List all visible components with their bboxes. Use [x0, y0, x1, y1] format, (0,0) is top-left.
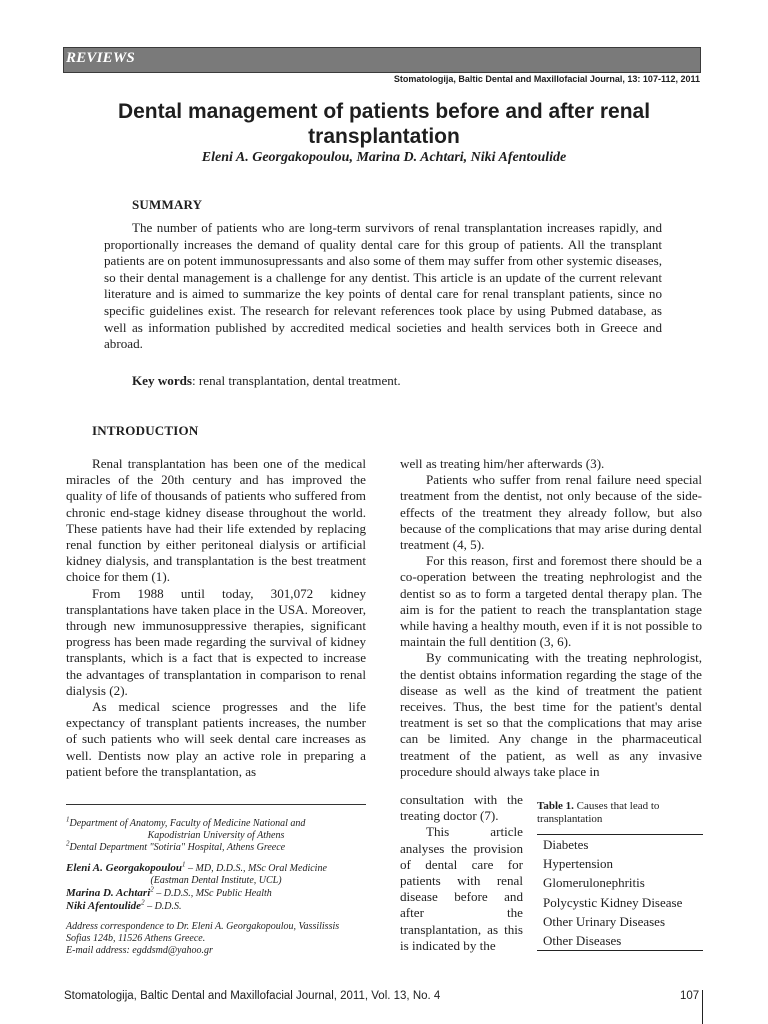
table-caption-label: Table 1. — [537, 800, 574, 812]
author-3-mark: 2 — [141, 898, 145, 907]
paragraph: From 1988 until today, 301,072 kidney transplantations have taken place in the USA. Moreover, through new immunosuppressive therapies, significant progress has been made regarding the survival of kidney transplants, which is a fact that is expected to increase the advantages of transplantation in comparison to renal dialysis (2). — [66, 585, 366, 698]
page-number-rule — [702, 990, 703, 1024]
affiliation-2-text: Dental Department "Sotiria" Hospital, Athens Greece — [69, 842, 286, 853]
affiliation-2-mark: 2 — [66, 839, 70, 848]
page-number: 107 — [680, 990, 700, 1002]
article-title: Dental management of patients before and after renal transplantation — [117, 100, 651, 148]
author-1-credentials — [66, 862, 366, 875]
affiliation-1-cont: Kapodistrian University of Athens — [147, 830, 285, 841]
summary-heading: SUMMARY — [132, 197, 203, 212]
keywords — [132, 373, 401, 389]
footnotes — [66, 815, 366, 957]
summary-paragraph: The number of patients who are long-term survivors of renal transplantation increases rapidly, and proportionally increases the demand of quality dental care for this group of patients. All the transplant patients are on potent immunosupressants and also some of them may suffer from other systemic diseases, so their dental management is a challenge for any dentist. This article is an update of the current relevant literature and is aimed to summarize the key points of dental care for renal transplant patients, since no specific guidelines exist. The research for relevant references took place by using Pubmed database, as well as information published by accredited medical societies and health services both in Greece and abroad. — [104, 220, 662, 352]
affiliation-1-text: Department of Anatomy, Faculty of Medicine National and — [69, 818, 306, 829]
paragraph: Patients who suffer from renal failure need special treatment from the dentist, not only because of the side-effects of the treatment they already follow, but also because of the complications that may arise during dental treatment (4, 5). — [400, 472, 702, 553]
author-3-desc: – D.D.S. — [144, 901, 182, 912]
journal-reference: Stomatologija, Baltic Dental and Maxillofacial Journal, 13: 107-112, 2011 — [393, 74, 700, 84]
author-2-name: Marina D. Achtari — [66, 887, 151, 899]
table-caption — [537, 800, 703, 825]
keywords-text: : renal transplantation, dental treatment. — [192, 373, 401, 388]
author-2-credentials — [66, 887, 366, 900]
paragraph: By communicating with the treating nephrologist, the dentist obtains information regarding the stage of the disease as well as the kind of treatment the patient receives. Thus, the best time for the patient's dental treatment is set so that the complications that may arise can be limited. Any change in the pharmaceutical treatment of the patient, as well as any invasive procedure should always take place in — [400, 650, 702, 779]
author-3-credentials — [66, 900, 366, 913]
article-authors: Eleni A. Georgakopoulou, Marina D. Achtari, Niki Afentoulide — [201, 150, 567, 165]
introduction-column-left — [66, 456, 366, 780]
introduction-column-right — [400, 456, 702, 780]
table-row: Other Diseases — [543, 933, 622, 949]
table-row: Polycystic Kidney Disease — [543, 894, 683, 910]
table-bottom-rule — [537, 950, 703, 951]
footer-journal: Stomatologija, Baltic Dental and Maxillofacial Journal, 2011, Vol. 13, No. 4 — [64, 990, 441, 1002]
paragraph: well as treating him/her afterwards (3). — [400, 456, 605, 471]
table-row: Diabetes — [543, 837, 589, 852]
paragraph: consultation with the treating doctor (7). — [400, 792, 523, 824]
correspondence-email: E-mail address: egddsmd@yahoo.gr — [66, 945, 213, 956]
footnote-divider — [66, 804, 366, 805]
author-1-credentials-cont: (Eastman Dental Institute, UCL) — [150, 875, 282, 886]
author-1-name: Eleni A. Georgakopoulou — [66, 862, 183, 874]
author-1-mark: 1 — [182, 860, 186, 869]
paragraph: For this reason, first and foremost there should be a co-operation between the treating nephrologist and the dentist so as to form a targeted dental therapy plan. The aim is for the patient to reach the transplantation stage while having a healthy mouth, even if it is not possible to maintain the full dentition (3, 6). — [400, 553, 702, 650]
table-row: Other Urinary Diseases — [543, 913, 666, 929]
paragraph: Renal transplantation has been one of the medical miracles of the 20th century and has improved the quality of life of thousands of patients who suffered from chronic end-stage kidney disease throughout the world. These patients have had their life extended by replacing renal function by either peritoneal dialysis or artificial kidney dialysis, and transplantation is the best treatment choice for them (1). — [66, 456, 366, 585]
introduction-heading: INTRODUCTION — [92, 423, 199, 438]
paragraph: This article analyses the provision of dental care for patients with renal disease before and after the transplantation, as this is indicated by the — [400, 824, 523, 953]
section-label: REVIEWS — [66, 50, 135, 66]
affiliation-1-mark: 1 — [66, 815, 70, 824]
author-1-desc: – MD, D.D.S., MSc Oral Medicine — [185, 863, 327, 874]
correspondence-address: Address correspondence to Dr. Eleni A. Georgakopoulou, Vassilissis Sofias 124b, 11526 Athens Greece. — [66, 921, 340, 944]
summary-text — [104, 220, 662, 353]
keywords-label: Key words — [132, 373, 193, 388]
author-3-name: Niki Afentoulide — [66, 900, 142, 912]
table-row: Hypertension — [543, 856, 614, 872]
section-banner — [63, 47, 701, 73]
causes-table — [537, 834, 703, 951]
affiliation-2 — [66, 839, 366, 854]
author-2-mark: 2 — [150, 885, 154, 894]
table-caption-text: Causes that lead to transplantation — [537, 800, 660, 825]
paragraph: As medical science progresses and the life expectancy of transplant patients increases, the number of such patients who will seek dental care increases as well. Dentists now play an active role in preparing a patient before the transplantation, as — [66, 699, 366, 779]
introduction-column-right-narrow — [400, 792, 523, 954]
affiliation-1 — [66, 815, 366, 830]
author-2-desc: – D.D.S., MSc Public Health — [153, 888, 272, 899]
table-row: Glomerulonephritis — [543, 875, 645, 891]
